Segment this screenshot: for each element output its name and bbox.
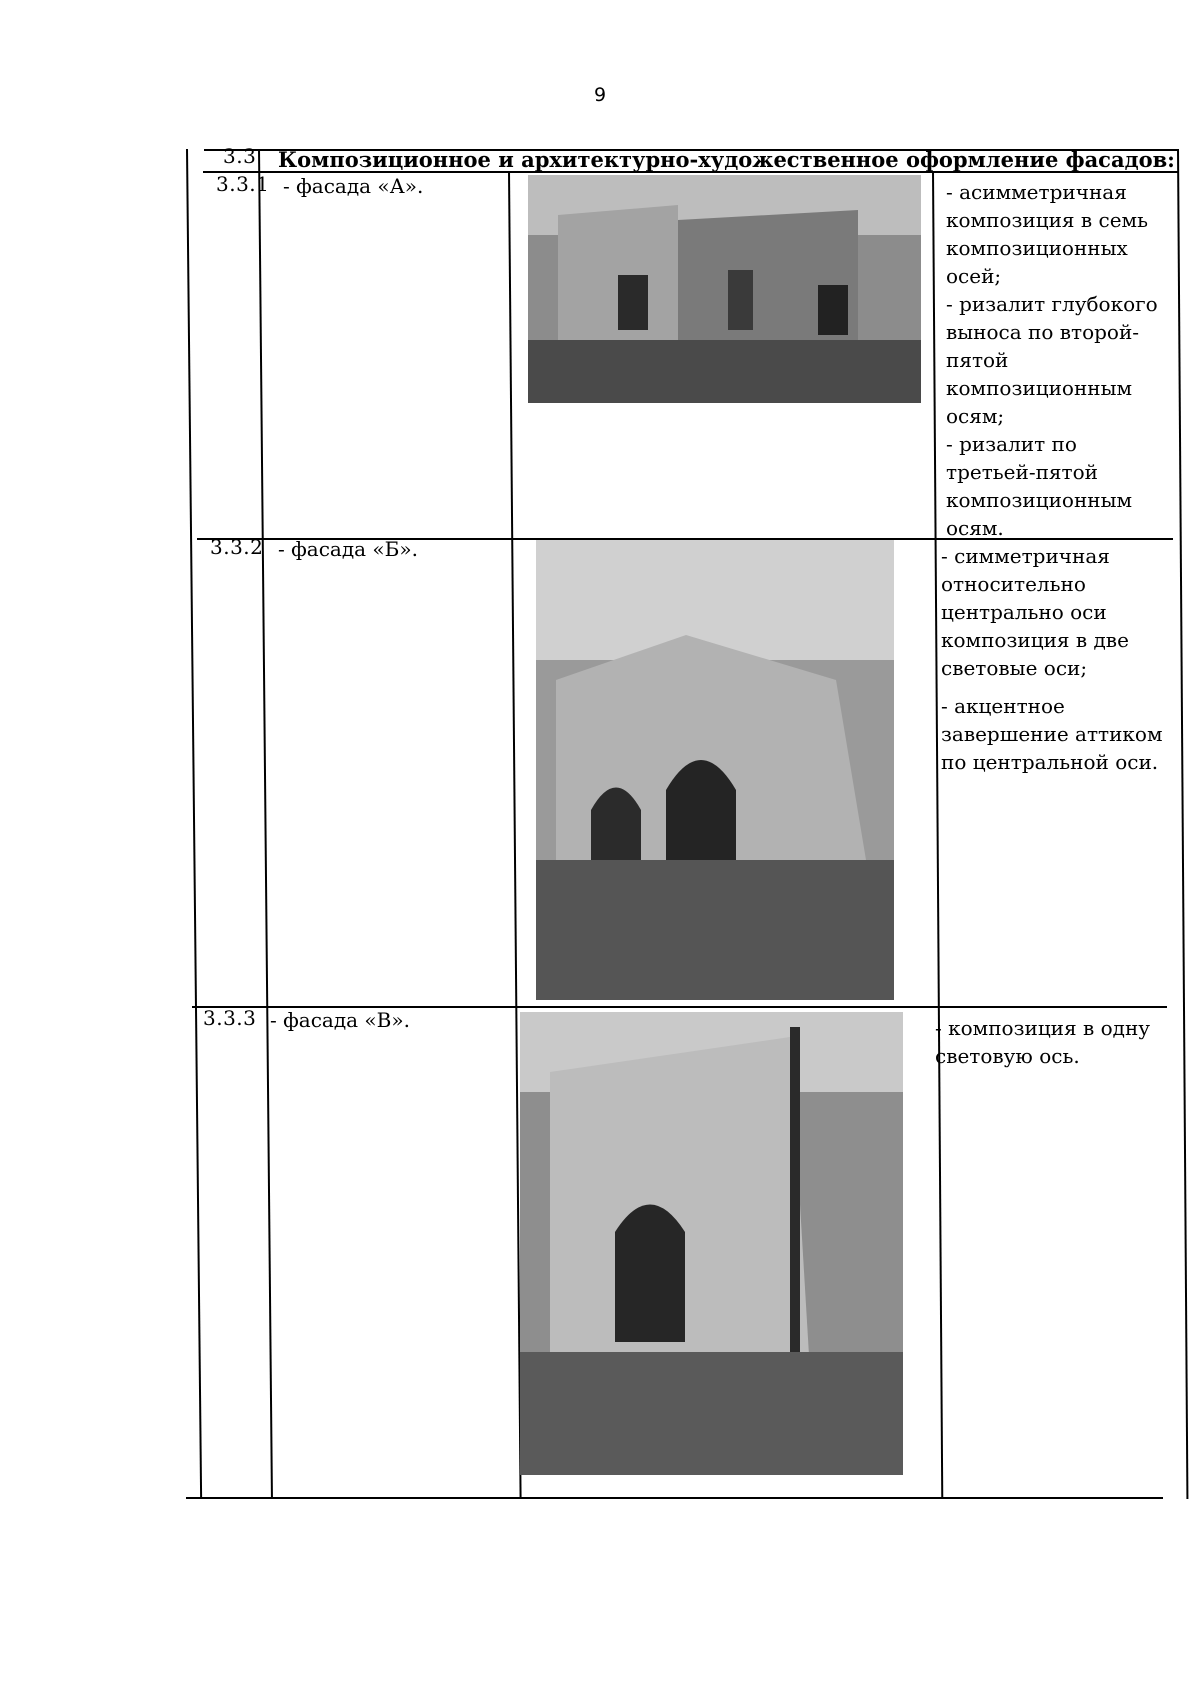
row-number: 3.3.3 — [203, 1006, 257, 1030]
facade-description — [935, 1014, 1167, 1070]
table-rule-description-column — [932, 171, 943, 1498]
facade-label: - фасада «В». — [270, 1008, 410, 1032]
row-number: 3.3.2 — [210, 535, 264, 559]
description-item: - асимметричная композиция в семь композиционных осей; — [946, 180, 1148, 288]
building-photo — [528, 175, 921, 403]
facade-label: - фасада «А». — [283, 174, 424, 198]
facade-description — [946, 178, 1171, 542]
description-item: - ризалит глубокого выноса по второй-пятой композиционным осям; — [946, 292, 1158, 428]
description-item: - симметричная относительно центрально оси композиция в две световые оси; — [941, 544, 1129, 680]
table-border-bottom — [186, 1497, 1163, 1499]
description-item: - акцентное завершение аттиком по центральной оси. — [941, 694, 1163, 774]
building-photo — [520, 1012, 903, 1475]
section-title: Композиционное и архитектурно-художественное оформление фасадов: — [278, 147, 1175, 172]
facade-label: - фасада «Б». — [278, 537, 418, 561]
description-item: - ризалит по третьей-пятой композиционным осям. — [946, 432, 1133, 540]
building-photo — [536, 540, 894, 1000]
description-item: - композиция в одну световую ось. — [935, 1016, 1151, 1068]
table-rule-number-column — [258, 149, 273, 1499]
table-border-left — [186, 149, 202, 1499]
table-border-right — [1177, 149, 1188, 1499]
facade-description — [941, 542, 1166, 776]
row-number: 3.3.1 — [216, 172, 270, 196]
page-number: 9 — [593, 84, 607, 106]
section-number: 3.3 — [223, 144, 257, 168]
